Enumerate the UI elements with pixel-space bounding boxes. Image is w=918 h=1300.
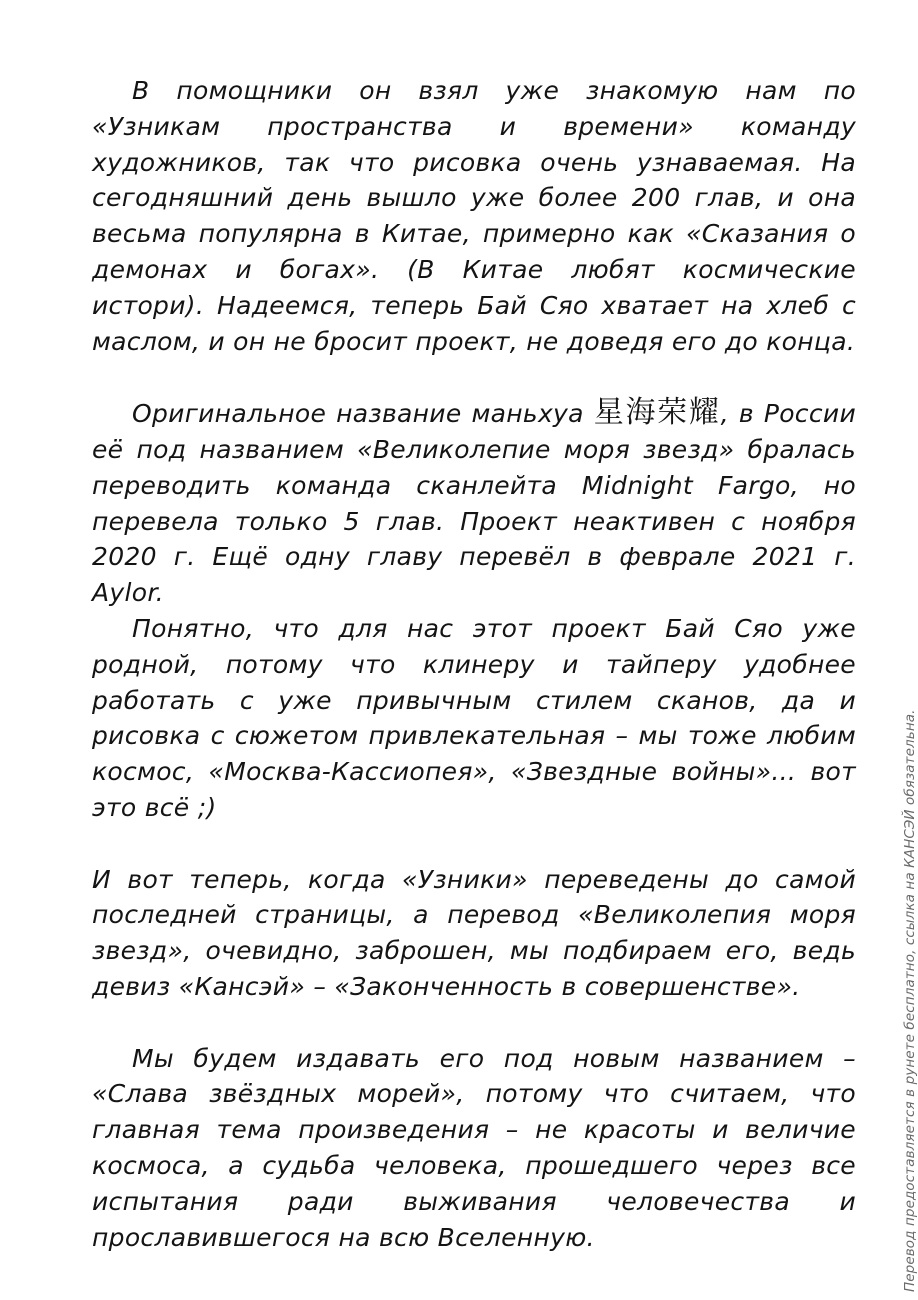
paragraph-gap — [92, 359, 856, 395]
paragraph-3: Понятно, что для нас этот проект Бай Сяо уже родной, потому что клинеру и тайперу удобнее работать с уже привычным стилем сканов, да и рисовка с сюжетом привлекательная – мы тоже любим космос, «Москва-Кассиопея», «Звездные войны»... вот это всё ;) — [92, 613, 856, 822]
paragraph-gap — [92, 1005, 856, 1041]
paragraph-2-end: , в России её под названием «Великолепие моря звезд» бралась переводить команда сканлейта Midnight Fargo, но перевела только 5 глав. Проект неактивен с ноября 2020 г. Ещё одну главу перевёл в феврале 2021 г. Aylor. — [92, 399, 856, 608]
paragraph-5: Мы будем издавать его под новым названием – «Слава звёздных морей», потому что считаем, что главная тема произведения – не красоты и величие космоса, а судьба человека, прошедшего через все испытания ради выживания человечества и прославившегося на всю Вселенную. — [92, 1043, 856, 1252]
original-title-chinese: 星海荣耀 — [593, 395, 721, 431]
copyright-side-note: Перевод предоставляется в рунете бесплатно, ссылка на КАНСЭЙ обязательна. — [902, 709, 918, 1292]
paragraph-2 — [92, 395, 856, 611]
paragraph-1: В помощники он взял уже знакомую нам по «Узникам пространства и времени» команду художников, так что рисовка очень узнаваемая. На сегодняшний день вышло уже более 200 глав, и она весьма популярна в Китае, примерно как «Сказания о демонах и богах». (В Китае любят космические истори). Надеемся, теперь Бай Сяо хватает на хлеб с маслом, и он не бросит проект, не доведя его до конца. — [92, 76, 856, 356]
body-text — [92, 73, 856, 1255]
paragraph-4: И вот теперь, когда «Узники» переведены до самой последней страницы, а перевод «Великолепия моря звезд», очевидно, заброшен, мы подбираем его, ведь девиз «Кансэй» – «Законченность в совершенстве». — [92, 864, 856, 1001]
paragraph-gap — [92, 826, 856, 862]
paragraph-2-start: Оригинальное название маньхуа — [132, 399, 594, 429]
